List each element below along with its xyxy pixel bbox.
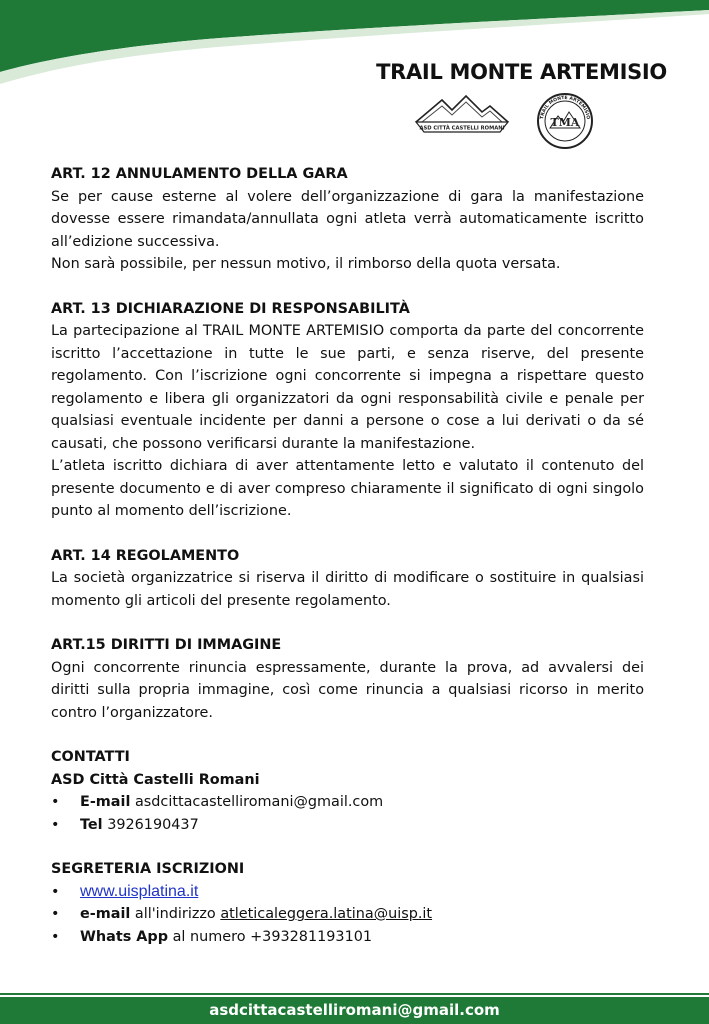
section-title: ART. 13 DICHIARAZIONE DI RESPONSABILITÀ bbox=[51, 300, 410, 317]
list-item bbox=[51, 791, 644, 814]
whatsapp-number[interactable]: +393281193101 bbox=[250, 928, 373, 945]
tma-logo bbox=[536, 92, 594, 150]
article-15 bbox=[51, 634, 644, 724]
paragraph: La società organizzatrice si riserva il diritto di modificare o sostituire in qualsiasi momento gli articoli del presente regolamento. bbox=[51, 570, 644, 609]
bullet: • bbox=[51, 794, 60, 810]
article-13 bbox=[51, 298, 644, 523]
contacts-list bbox=[51, 791, 644, 836]
paragraph: Ogni concorrente rinuncia espressamente, durante la prova, ad avvalersi dei diritti sulla propria immagine, così come rinuncia a qualsiasi ricorso in merito contro l’organizzatore. bbox=[51, 659, 644, 721]
contacts-section bbox=[51, 746, 644, 836]
tma-logo-text: TMA bbox=[550, 116, 580, 129]
paragraph: L’atleta iscritto dichiara di aver attentamente letto e valutato il contenuto del presente documento e di aver compreso chiaramente il significato di ogni singolo punto al momento dell’iscrizione. bbox=[51, 458, 644, 519]
bullet: • bbox=[51, 906, 60, 922]
contacts-org-name: ASD Città Castelli Romani bbox=[51, 771, 260, 788]
list-item bbox=[51, 881, 644, 904]
asd-logo-text: ASD CITTÀ CASTELLI ROMANI bbox=[419, 125, 505, 132]
registration-title: SEGRETERIA ISCRIZIONI bbox=[51, 861, 245, 877]
paragraph: La partecipazione al TRAIL MONTE ARTEMISIO comporta da parte del concorrente iscritto l’accettazione in tutte le sue parti, e senza riserve, del presente regolamento. Con l’iscrizione ogni concorrente si impegna a rispettare questo regolamento e libera gli organizzatori da ogni responsabilità civile e penale per qualsiasi eventuale incidente per danni a persone o cose a lui derivati o da sé causati, che possono verificarsi durante la manifestazione. bbox=[51, 323, 644, 452]
email-prefix: all'indirizzo bbox=[134, 906, 216, 922]
tma-logo-ring-text: TRAIL MONTE ARTEMISIO bbox=[540, 95, 590, 120]
section-title: ART. 12 ANNULAMENTO DELLA GARA bbox=[51, 166, 348, 182]
bullet: • bbox=[51, 883, 60, 900]
whatsapp-label: Whats App bbox=[80, 928, 169, 945]
section-title: ART. 14 REGOLAMENTO bbox=[51, 547, 240, 564]
whatsapp-prefix: al numero bbox=[172, 928, 246, 945]
article-14 bbox=[51, 545, 644, 613]
footer-bar bbox=[0, 997, 709, 1024]
paragraph: Non sarà possibile, per nessun motivo, il rimborso della quota versata. bbox=[51, 256, 561, 272]
document-body bbox=[51, 163, 644, 970]
website-link[interactable]: www.uisplatina.it bbox=[80, 882, 199, 900]
bullet: • bbox=[51, 928, 60, 945]
list-item bbox=[51, 926, 644, 949]
logos bbox=[414, 92, 604, 152]
registration-section bbox=[51, 858, 644, 948]
footer-email[interactable]: asdcittacastelliromani@gmail.com bbox=[209, 1001, 500, 1019]
email-label: e-mail bbox=[80, 906, 131, 922]
contact-phone[interactable]: 3926190437 bbox=[107, 816, 199, 833]
registration-email-link[interactable]: atleticaleggera.latina@uisp.it bbox=[220, 906, 433, 922]
contact-email[interactable]: asdcittacastelliromani@gmail.com bbox=[134, 794, 384, 810]
email-label: E-mail bbox=[80, 794, 131, 810]
bullet: • bbox=[51, 816, 60, 833]
document-title: TRAIL MONTE ARTEMISIO bbox=[376, 60, 667, 84]
footer-divider bbox=[0, 993, 709, 995]
paragraph: Se per cause esterne al volere dell’organizzazione di gara la manifestazione dovesse essere rimandata/annullata ogni atleta verrà automaticamente iscritto all’edizione successiva. bbox=[51, 188, 644, 250]
list-item bbox=[51, 814, 644, 837]
section-title: ART.15 DIRITTI DI IMMAGINE bbox=[51, 637, 282, 653]
asd-logo bbox=[414, 92, 510, 136]
registration-list bbox=[51, 881, 644, 949]
article-12 bbox=[51, 163, 644, 276]
tel-label: Tel bbox=[80, 816, 103, 833]
contacts-title: CONTATTI bbox=[51, 749, 130, 765]
list-item bbox=[51, 903, 644, 926]
